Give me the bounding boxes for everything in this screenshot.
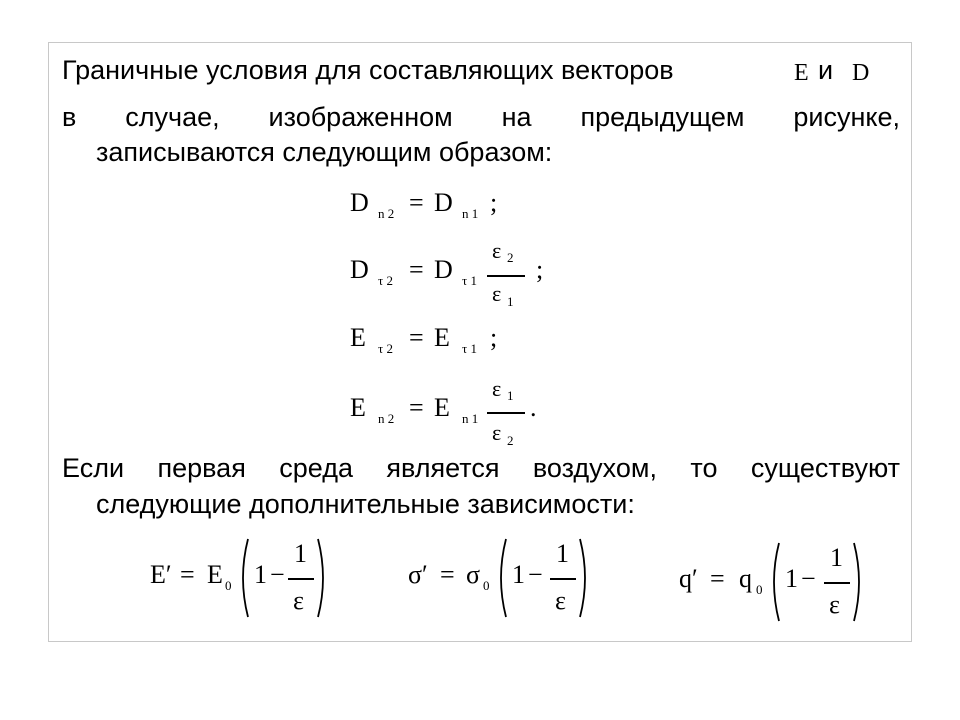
eq4-frac-den-sub: 2 — [507, 433, 514, 448]
eq4-period: . — [530, 393, 537, 422]
rel1-right-paren — [316, 537, 330, 619]
eq2-lhs: D — [350, 255, 369, 284]
eq3-semicolon: ; — [490, 323, 498, 352]
eq3-rhs-sub: τ 1 — [462, 341, 477, 356]
rel3-one: 1 — [785, 564, 798, 593]
eq3-equals: = — [409, 323, 424, 352]
rel3-minus: − — [801, 564, 816, 593]
rel2-equals: = — [440, 560, 455, 589]
eq1-equals: = — [409, 188, 424, 217]
rel1-frac-num: 1 — [294, 539, 307, 568]
paragraph2-line1: Если первая среда является воздухом, то существуют — [62, 453, 900, 483]
rel2-fraction-bar — [550, 578, 576, 580]
eq4-frac-num-sub: 1 — [507, 388, 514, 403]
rel2-minus: − — [528, 560, 543, 589]
vector-e-symbol: E — [794, 60, 809, 86]
rel2-base-sub: 0 — [483, 578, 490, 593]
eq3-lhs: E — [350, 323, 366, 352]
eq1-lhs-sub: n 2 — [378, 206, 395, 221]
eq2-fraction-bar — [487, 275, 525, 277]
rel3-lhs: q′ — [679, 564, 698, 593]
rel1-equals: = — [180, 560, 195, 589]
eq2-frac-num: ε — [492, 238, 502, 263]
eq2-frac-den: ε — [492, 281, 502, 306]
rel2-frac-den: ε — [555, 586, 566, 615]
rel3-right-paren — [852, 541, 866, 623]
rel3-base-sub: 0 — [756, 582, 763, 597]
rel2-base: σ — [466, 560, 481, 589]
eq2-frac-den-sub: 1 — [507, 294, 514, 309]
eq4-rhs-sub: n 1 — [462, 411, 479, 426]
rel2-right-paren — [578, 537, 592, 619]
rel3-equals: = — [710, 564, 725, 593]
eq4-rhs: E — [434, 393, 450, 422]
eq4-frac-den: ε — [492, 420, 502, 445]
eq4-lhs-sub: n 2 — [378, 411, 395, 426]
paragraph1-line1: Граничные условия для составляющих векторов — [62, 55, 674, 85]
rel1-lhs: E′ — [150, 560, 172, 589]
rel3-base: q — [739, 564, 752, 593]
eq2-equals: = — [409, 255, 424, 284]
eq4-frac-num: ε — [492, 376, 502, 401]
eq2-rhs-sub: τ 1 — [462, 273, 477, 288]
paragraph1-line2: в случае, изображенном на предыдущем рисунке, — [62, 102, 900, 132]
conjunction-and: и — [818, 55, 834, 85]
eq2-frac-num-sub: 2 — [507, 250, 514, 265]
paragraph1-line3: записываются следующим образом: — [96, 137, 553, 167]
rel1-fraction-bar — [288, 578, 314, 580]
rel1-frac-den: ε — [293, 586, 304, 615]
rel1-minus: − — [270, 560, 285, 589]
eq3-rhs: E — [434, 323, 450, 352]
rel3-frac-den: ε — [829, 590, 840, 619]
eq2-lhs-sub: τ 2 — [378, 273, 393, 288]
rel3-left-paren — [767, 541, 781, 623]
eq3-lhs-sub: τ 2 — [378, 341, 393, 356]
rel3-frac-num: 1 — [830, 543, 843, 572]
eq2-rhs: D — [434, 255, 453, 284]
rel1-left-paren — [236, 537, 250, 619]
eq4-fraction-bar — [487, 412, 525, 414]
eq1-rhs-sub: n 1 — [462, 206, 479, 221]
rel3-fraction-bar — [824, 582, 850, 584]
rel1-base-sub: 0 — [225, 578, 232, 593]
rel2-left-paren — [494, 537, 508, 619]
rel1-one: 1 — [254, 560, 267, 589]
eq1-semicolon: ; — [490, 188, 498, 217]
eq1-rhs: D — [434, 188, 453, 217]
rel1-base: E — [207, 560, 223, 589]
eq2-semicolon: ; — [536, 255, 544, 284]
vector-d-symbol: D — [852, 60, 870, 86]
paragraph2-line2: следующие дополнительные зависимости: — [96, 489, 635, 519]
rel2-lhs: σ′ — [408, 560, 428, 589]
rel2-frac-num: 1 — [556, 539, 569, 568]
eq4-lhs: E — [350, 393, 366, 422]
rel2-one: 1 — [512, 560, 525, 589]
eq1-lhs: D — [350, 188, 369, 217]
eq4-equals: = — [409, 393, 424, 422]
